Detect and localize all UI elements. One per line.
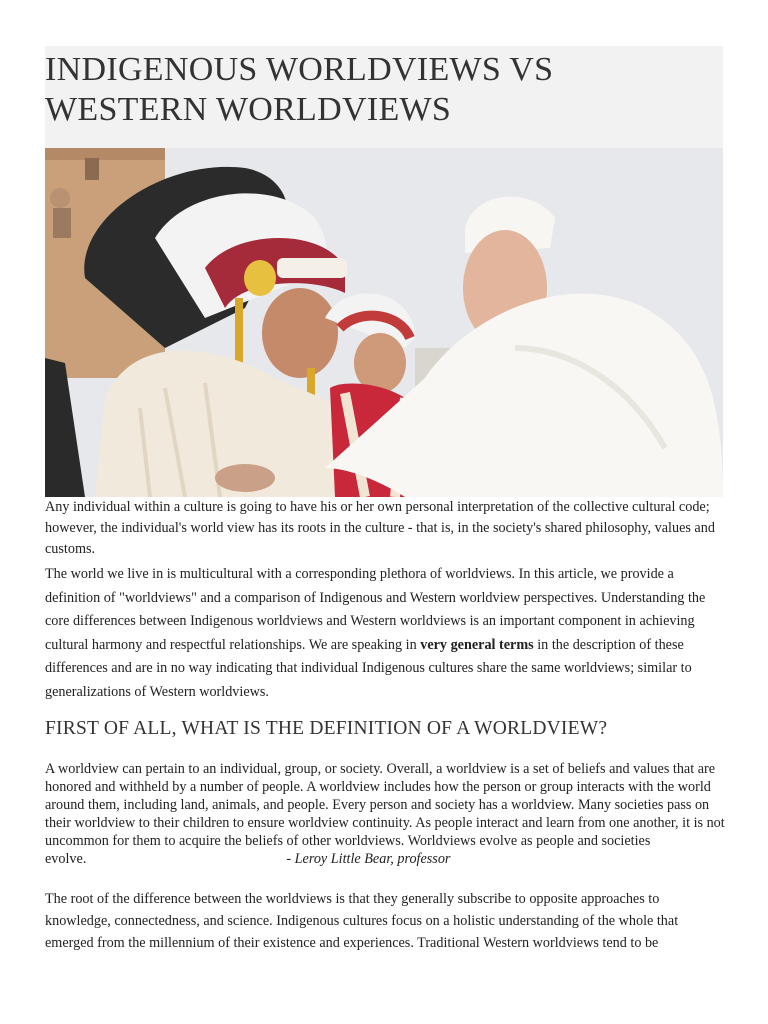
intro-paragraph: Any individual within a culture is going to have his or her own personal interpretation of the collective cultural code; however, the individual's world view has its roots in the culture - that is, in the society's shared philosophy, values and customs. <box>45 499 715 557</box>
definition-paragraph <box>45 760 725 868</box>
context-paragraph <box>45 563 725 704</box>
context-bold-text: very general terms <box>420 636 534 653</box>
difference-paragraph: The root of the difference between the worldviews is that they generally subscribe to opposite approaches to knowledge, connectedness, and science. Indigenous cultures focus on a holistic understanding of the whole that emerged from the millennium of their existence and experiences. Traditional Western worldviews tend to be <box>45 891 679 951</box>
definition-text: A worldview can pertain to an individual, group, or society. Overall, a worldview is a set of beliefs and values that are honored and withheld by a number of people. A worldview includes how the person or group interacts with the world around them, including land, animals, and people. Every person and society has a worldview. Many societies pass on their worldview to their children to ensure worldview continuity. As people interact and learn from one another, it is not uncommon for them to acquire the beliefs of other worldviews. Worldviews evolve as people and societies evolve. <box>45 761 725 867</box>
title-banner <box>45 46 723 148</box>
page-title: INDIGENOUS WORLDVIEWS VS WESTERN WORLDVIEWS <box>45 51 554 128</box>
context-text-after: in the description of these differences and are in no way indicating that individual Indigenous cultures share the same worldviews; similar to generalizations of Western worldviews. <box>45 636 692 700</box>
quote-attribution: - Leroy Little Bear, professor <box>286 851 451 867</box>
article-photo <box>45 148 723 497</box>
section-heading: FIRST OF ALL, WHAT IS THE DEFINITION OF A WORLDVIEW? <box>45 718 608 739</box>
context-text-before: The world we live in is multicultural with a corresponding plethora of worldviews. In this article, we provide a definition of "worldviews" and a comparison of Indigenous and Western worldview perspectives. Understanding the core differences between Indigenous worldviews and Western worldviews is an important component in achieving cultural harmony and respectful relationships. We are speaking in <box>45 566 706 653</box>
